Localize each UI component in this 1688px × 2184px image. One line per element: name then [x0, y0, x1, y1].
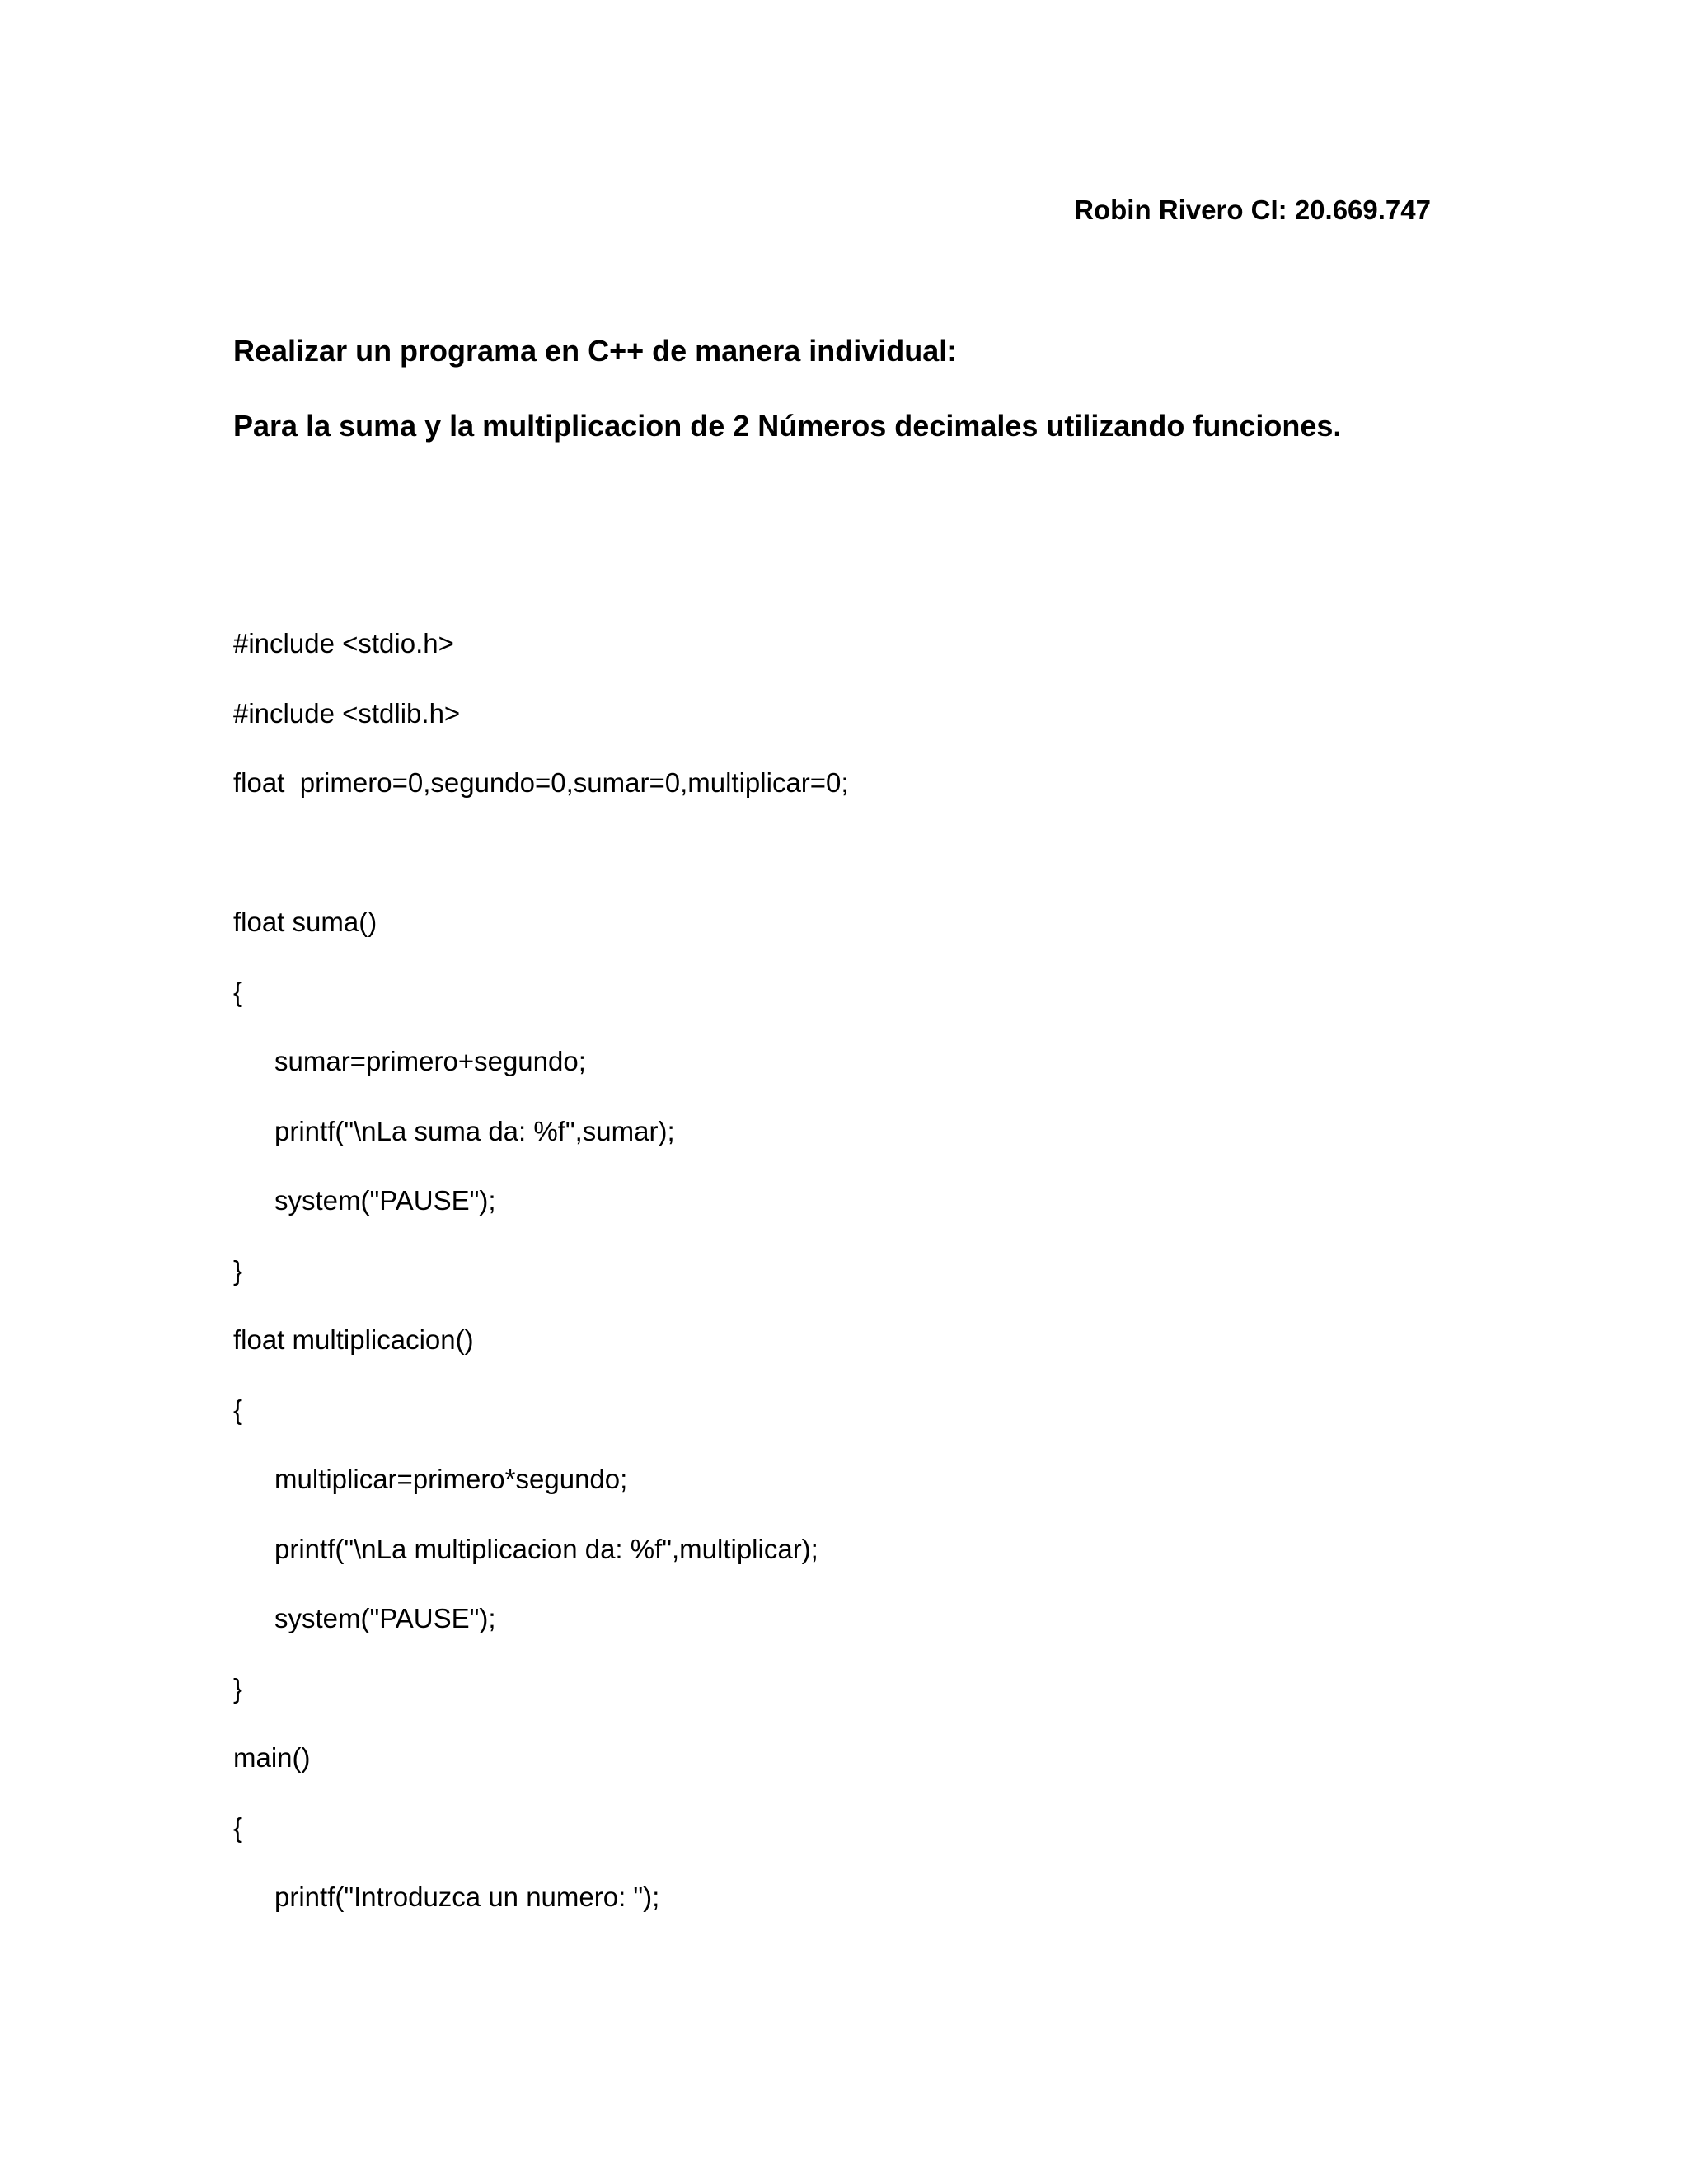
- code-line: #include <stdlib.h>: [233, 697, 461, 729]
- code-line: }: [233, 1672, 243, 1704]
- assignment-title: Realizar un programa en C++ de manera individual:: [233, 334, 958, 368]
- code-line: multiplicar=primero*segundo;: [274, 1464, 628, 1494]
- code-line: {: [233, 976, 243, 1007]
- code-line: printf("\nLa suma da: %f",sumar);: [274, 1115, 675, 1146]
- code-line: {: [233, 1811, 243, 1843]
- code-line: }: [233, 1254, 243, 1286]
- assignment-description: Para la suma y la multiplicacion de 2 Números decimales utilizando funciones.: [233, 409, 1342, 443]
- code-line: #include <stdio.h>: [233, 628, 454, 658]
- code-line: main(): [233, 1742, 311, 1773]
- code-line: float suma(): [233, 907, 377, 937]
- author-line: Robin Rivero CI: 20.669.747: [1074, 194, 1431, 225]
- code-line: sumar=primero+segundo;: [274, 1046, 586, 1076]
- code-listing: [233, 625, 849, 1948]
- code-line: system("PAUSE");: [274, 1185, 496, 1216]
- blank-line: [233, 834, 849, 904]
- code-line: printf("Introduzca un numero: ");: [274, 1882, 660, 1912]
- code-line: {: [233, 1394, 243, 1425]
- code-line: system("PAUSE");: [274, 1603, 496, 1633]
- code-line: printf("\nLa multiplicacion da: %f",multiplicar);: [274, 1533, 818, 1564]
- code-line: float multiplicacion(): [233, 1324, 474, 1355]
- code-line: float primero=0,segundo=0,sumar=0,multiplicar=0;: [233, 767, 849, 798]
